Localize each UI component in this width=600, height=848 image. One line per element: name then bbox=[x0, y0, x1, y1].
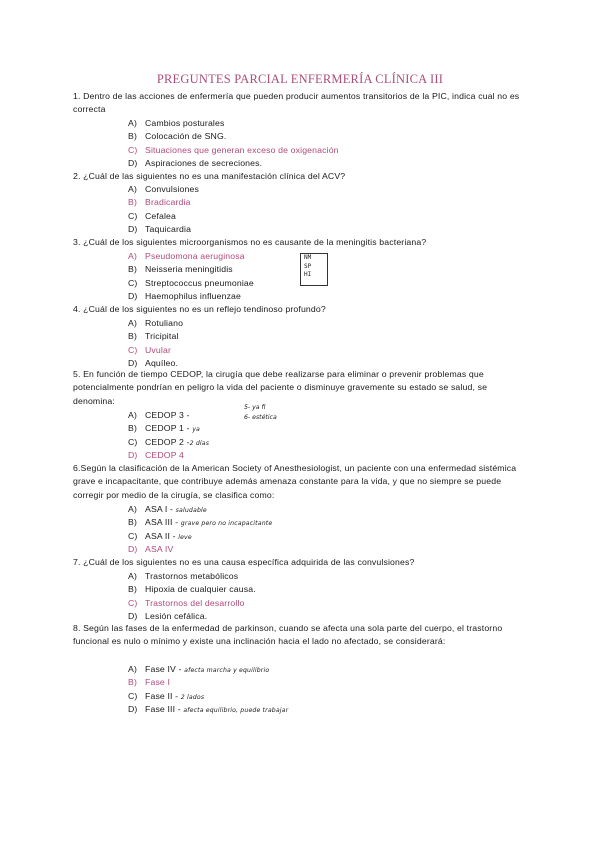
options-3 bbox=[128, 250, 254, 304]
correct-option: C) Trastornos del desarrollo bbox=[128, 597, 245, 608]
option: D) Haemophilus influenzae bbox=[128, 291, 242, 302]
option: A) Rotuliano bbox=[128, 318, 184, 328]
handwritten-note: afecta equilibrio, puede trabajar bbox=[183, 707, 289, 715]
handwritten-note: saludable bbox=[175, 507, 207, 514]
handwritten-note: 5- ya fi bbox=[244, 404, 266, 411]
question-1: 1. Dentro de las acciones de enfermería que pueden producir aumentos transitorios de la PIC, indica cual no es correcta bbox=[73, 91, 520, 115]
handwritten-note: 2 lados bbox=[180, 693, 205, 701]
option: D) Aspiraciones de secreciones. bbox=[128, 158, 263, 169]
options-7 bbox=[128, 570, 256, 624]
option: C) CEDOP 2 -2 días bbox=[128, 436, 210, 447]
option: A) ASA I - saludable bbox=[128, 504, 207, 514]
option: A) Convulsiones bbox=[128, 184, 199, 194]
option: B) Colocación de SNG. bbox=[128, 131, 227, 142]
options-1 bbox=[128, 117, 339, 171]
question-8: 8. Según las fases de la enfermedad de parkinson, cuando se afecta una sola parte del cuerpo, el trastorno funcional es nulo o mínimo y existe una inclinación hacia el lado no afectado, se considerará: bbox=[73, 623, 503, 647]
correct-option: B) Fase I bbox=[128, 677, 171, 688]
option: B) Hipoxia de cualquier causa. bbox=[128, 584, 256, 595]
question-5: 5. En función de tiempo CEDOP, la cirugía que debe realizarse para eliminar o prevenir problemas que potencialmente pondrían en peligro la vida del paciente o disminuye gravemente su estado se salud, se denomina: bbox=[73, 369, 488, 406]
handwritten-note: grave pero no incapacitante bbox=[180, 520, 273, 528]
option: C) Cefalea bbox=[128, 210, 176, 221]
handwritten-note: 6- estética bbox=[244, 414, 277, 421]
option: C) Streptococcus pneumoniae bbox=[128, 277, 254, 288]
handwritten-note: leve bbox=[178, 533, 192, 541]
correct-option: D) CEDOP 4 bbox=[128, 450, 185, 461]
correct-option: C) Uvular bbox=[128, 344, 172, 355]
option: B) Tricipital bbox=[128, 331, 179, 342]
option: B) Neisseria meningitidis bbox=[128, 264, 233, 275]
option: B) ASA III - grave pero no incapacitante bbox=[128, 517, 273, 528]
correct-option: B) Bradicardia bbox=[128, 197, 191, 208]
option: B) CEDOP 1 - ya bbox=[128, 423, 200, 434]
option: A) Cambios posturales bbox=[128, 118, 225, 128]
options-5 bbox=[128, 409, 209, 463]
option: D) Fase III - afecta equilibrio, puede trabajar bbox=[128, 704, 289, 715]
options-4 bbox=[128, 317, 183, 371]
options-2 bbox=[128, 183, 199, 237]
question-3: 3. ¿Cuál de los siguientes microorganismos no es causante de la meningitis bacteriana? bbox=[73, 237, 427, 247]
correct-option: A) Pseudomona aeruginosa bbox=[128, 251, 245, 261]
option: C) Fase II - 2 lados bbox=[128, 690, 205, 701]
option: D) Taquicardia bbox=[128, 224, 192, 235]
handwritten-note: ya bbox=[192, 426, 200, 434]
page-title: PREGUNTES PARCIAL ENFERMERÍA CLÍNICA III bbox=[156, 72, 444, 86]
question-7: 7. ¿Cuál de los siguientes no es una causa específica adquirida de las convulsiones? bbox=[73, 557, 415, 567]
correct-option: D) ASA IV bbox=[128, 544, 174, 555]
question-6: 6.Según la clasificación de la American Society of Anesthesiologist, un paciente con una enfermedad sistémica grave e incapacitante, que contribuye además amenaza constante para la vida, y que no siempre se puede corregir por medio de la cirugía, se clasifica como: bbox=[73, 463, 517, 500]
option: C) ASA II - leve bbox=[128, 530, 192, 541]
option: D) Lesión cefálica. bbox=[128, 611, 208, 622]
option: A) Trastornos metabólicos bbox=[128, 571, 239, 581]
handwritten-note-box: NM SP HI bbox=[300, 253, 328, 286]
options-6 bbox=[128, 503, 272, 557]
option: A) Fase IV - afecta marcha y equilibrio bbox=[128, 664, 270, 674]
handwritten-note: 2 días bbox=[189, 439, 210, 447]
handwritten-note: afecta marcha y equilibrio bbox=[184, 667, 270, 674]
question-4: 4. ¿Cuál de los siguientes no es un reflejo tendinoso profundo? bbox=[73, 304, 326, 314]
options-8 bbox=[128, 663, 288, 717]
option: D) Aquíleo. bbox=[128, 358, 179, 369]
correct-option: C) Situaciones que generan exceso de oxigenación bbox=[128, 144, 339, 155]
question-2: 2. ¿Cuál de las siguientes no es una manifestación clínica del ACV? bbox=[73, 171, 346, 181]
option: A) CEDOP 3 - bbox=[128, 410, 190, 420]
